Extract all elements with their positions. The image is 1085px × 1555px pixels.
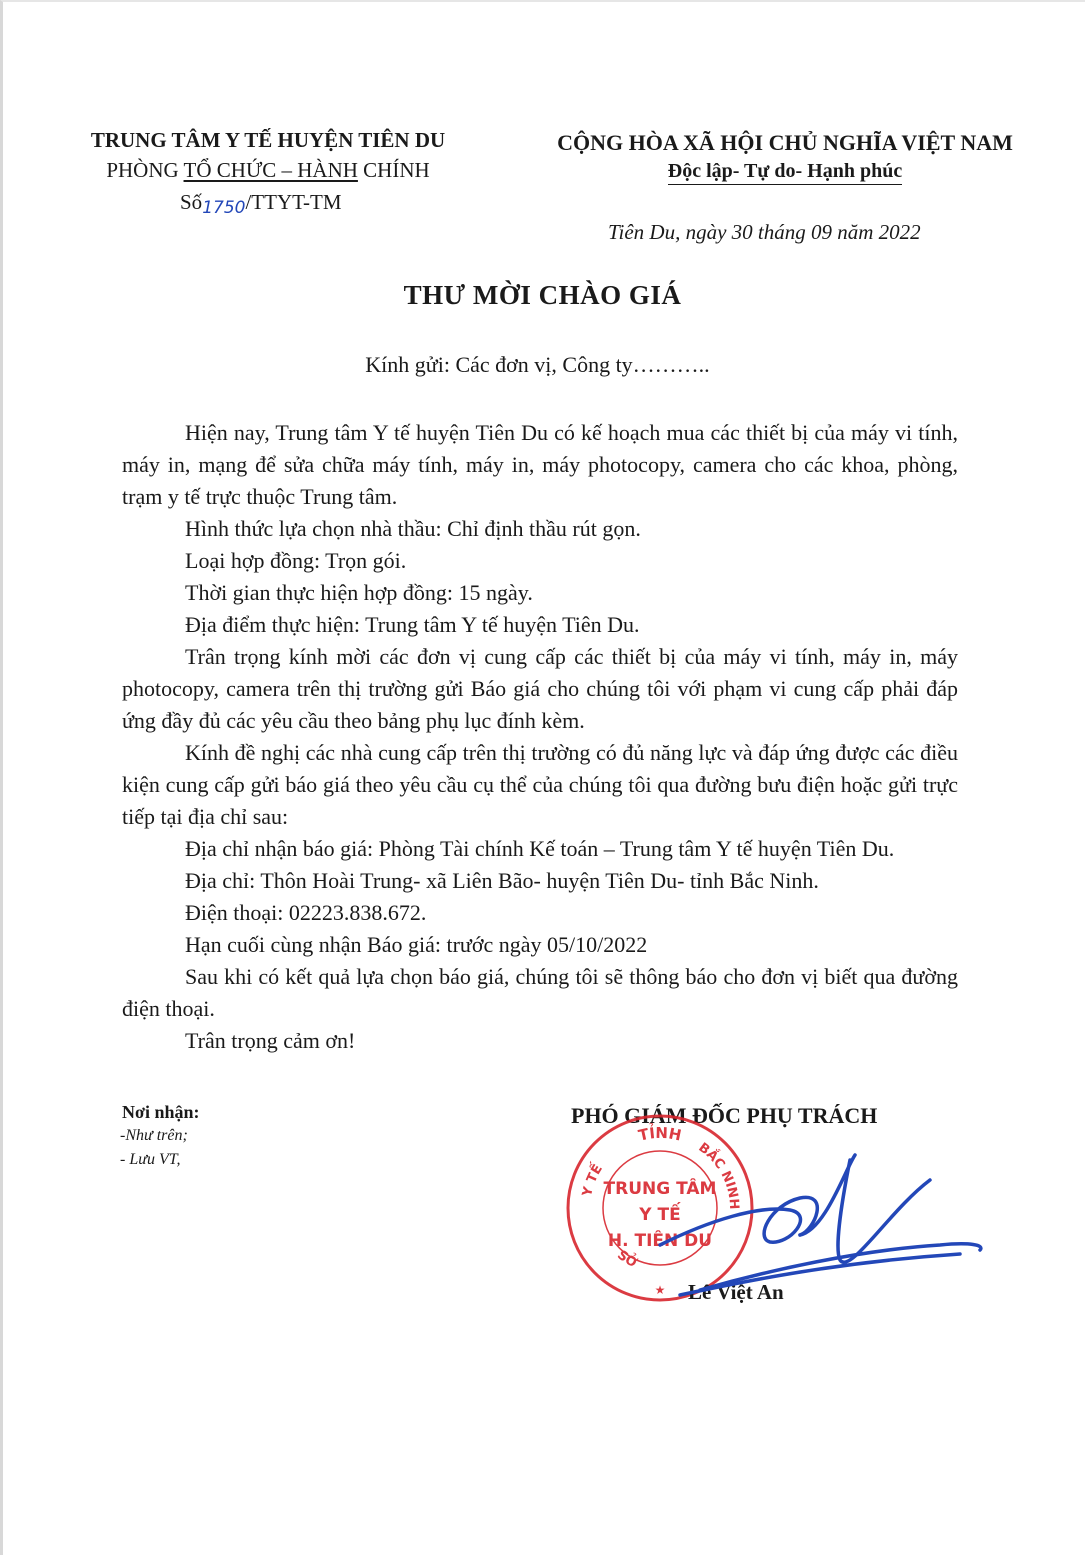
document-number: Số1750/TTYT-TM	[180, 190, 342, 218]
national-title: CỘNG HÒA XÃ HỘI CHỦ NGHĨA VIỆT NAM	[557, 130, 1013, 155]
greeting: Kính gửi: Các đơn vị, Công ty………..	[365, 352, 710, 377]
body-paragraph: Trân trọng kính mời các đơn vị cung cấp các thiết bị của máy vi tính, máy in, máy photocopy, camera trên thị trường gửi Báo giá cho chúng tôi với phạm vi cung cấp phải đáp ứng đầy đủ các yêu cầu theo bảng phụ lục đính kèm.	[122, 644, 958, 733]
body-paragraph: Hiện nay, Trung tâm Y tế huyện Tiên Du có kế hoạch mua các thiết bị của máy vi tính, máy in, mạng để sửa chữa máy tính, máy in, máy photocopy, camera cho các khoa, phòng, trạm y tế trực thuộc Trung tâm.	[122, 420, 958, 509]
body-paragraph: Hạn cuối cùng nhận Báo giá: trước ngày 05/10/2022	[185, 932, 648, 957]
body-paragraph: Hình thức lựa chọn nhà thầu: Chỉ định thầu rút gọn.	[185, 516, 641, 541]
document-title: THƯ MỜI CHÀO GIÁ	[403, 280, 682, 310]
stamp-center-line2: Y TẾ	[639, 1205, 681, 1225]
signer-title: PHÓ GIÁM ĐỐC PHỤ TRÁCH	[571, 1103, 878, 1128]
body-paragraph: Trân trọng cảm ơn!	[185, 1028, 356, 1053]
letter-body	[122, 417, 958, 1057]
signer-name: Lê Việt An	[688, 1280, 784, 1304]
stamp-ring-bottom: SỞ	[614, 1247, 640, 1272]
document-date: Tiên Du, ngày 30 tháng 09 năm 2022	[608, 220, 921, 244]
stamp-center-line1: TRUNG TÂM	[603, 1179, 717, 1199]
stamp-ring-top: TỈNH	[636, 1123, 684, 1145]
body-paragraph: Địa điểm thực hiện: Trung tâm Y tế huyện Tiên Du.	[185, 612, 640, 637]
handwritten-number: 1750	[202, 198, 246, 218]
body-paragraph: Thời gian thực hiện hợp đồng: 15 ngày.	[185, 580, 533, 605]
department-name: PHÒNG TỔ CHỨC – HÀNH CHÍNH	[106, 158, 430, 182]
recipients-heading: Nơi nhận:	[122, 1102, 200, 1122]
body-paragraph: Kính đề nghị các nhà cung cấp trên thị trường có đủ năng lực và đáp ứng được các điều kiện cung cấp gửi báo giá theo yêu cầu cụ thể của chúng tôi qua đường bưu điện hoặc gửi trực tiếp tại địa chỉ sau:	[122, 740, 958, 829]
stamp-ring-left: Y TẾ	[579, 1162, 606, 1198]
recipient-item: -Như trên;	[120, 1127, 188, 1144]
stamp-ring-right: BẮC NINH	[695, 1140, 742, 1210]
stamp-center-line3: H. TIÊN DU	[607, 1231, 713, 1251]
national-motto: Độc lập- Tự do- Hạnh phúc	[540, 160, 1030, 183]
body-paragraph: Sau khi có kết quả lựa chọn báo giá, chúng tôi sẽ thông báo cho đơn vị biết qua đường điện thoại.	[122, 964, 958, 1021]
body-paragraph: Địa chỉ: Thôn Hoài Trung- xã Liên Bão- huyện Tiên Du- tỉnh Bắc Ninh.	[185, 868, 819, 893]
body-paragraph: Địa chỉ nhận báo giá: Phòng Tài chính Kế toán – Trung tâm Y tế huyện Tiên Du.	[185, 836, 895, 861]
handwritten-signature	[640, 1150, 990, 1310]
recipient-item: - Lưu VT,	[120, 1151, 181, 1168]
organization-name: TRUNG TÂM Y TẾ HUYỆN TIÊN DU	[90, 128, 446, 152]
body-paragraph: Loại hợp đồng: Trọn gói.	[185, 548, 407, 573]
body-paragraph: Điện thoại: 02223.838.672.	[185, 900, 427, 925]
stamp-star: ★	[654, 1283, 666, 1297]
